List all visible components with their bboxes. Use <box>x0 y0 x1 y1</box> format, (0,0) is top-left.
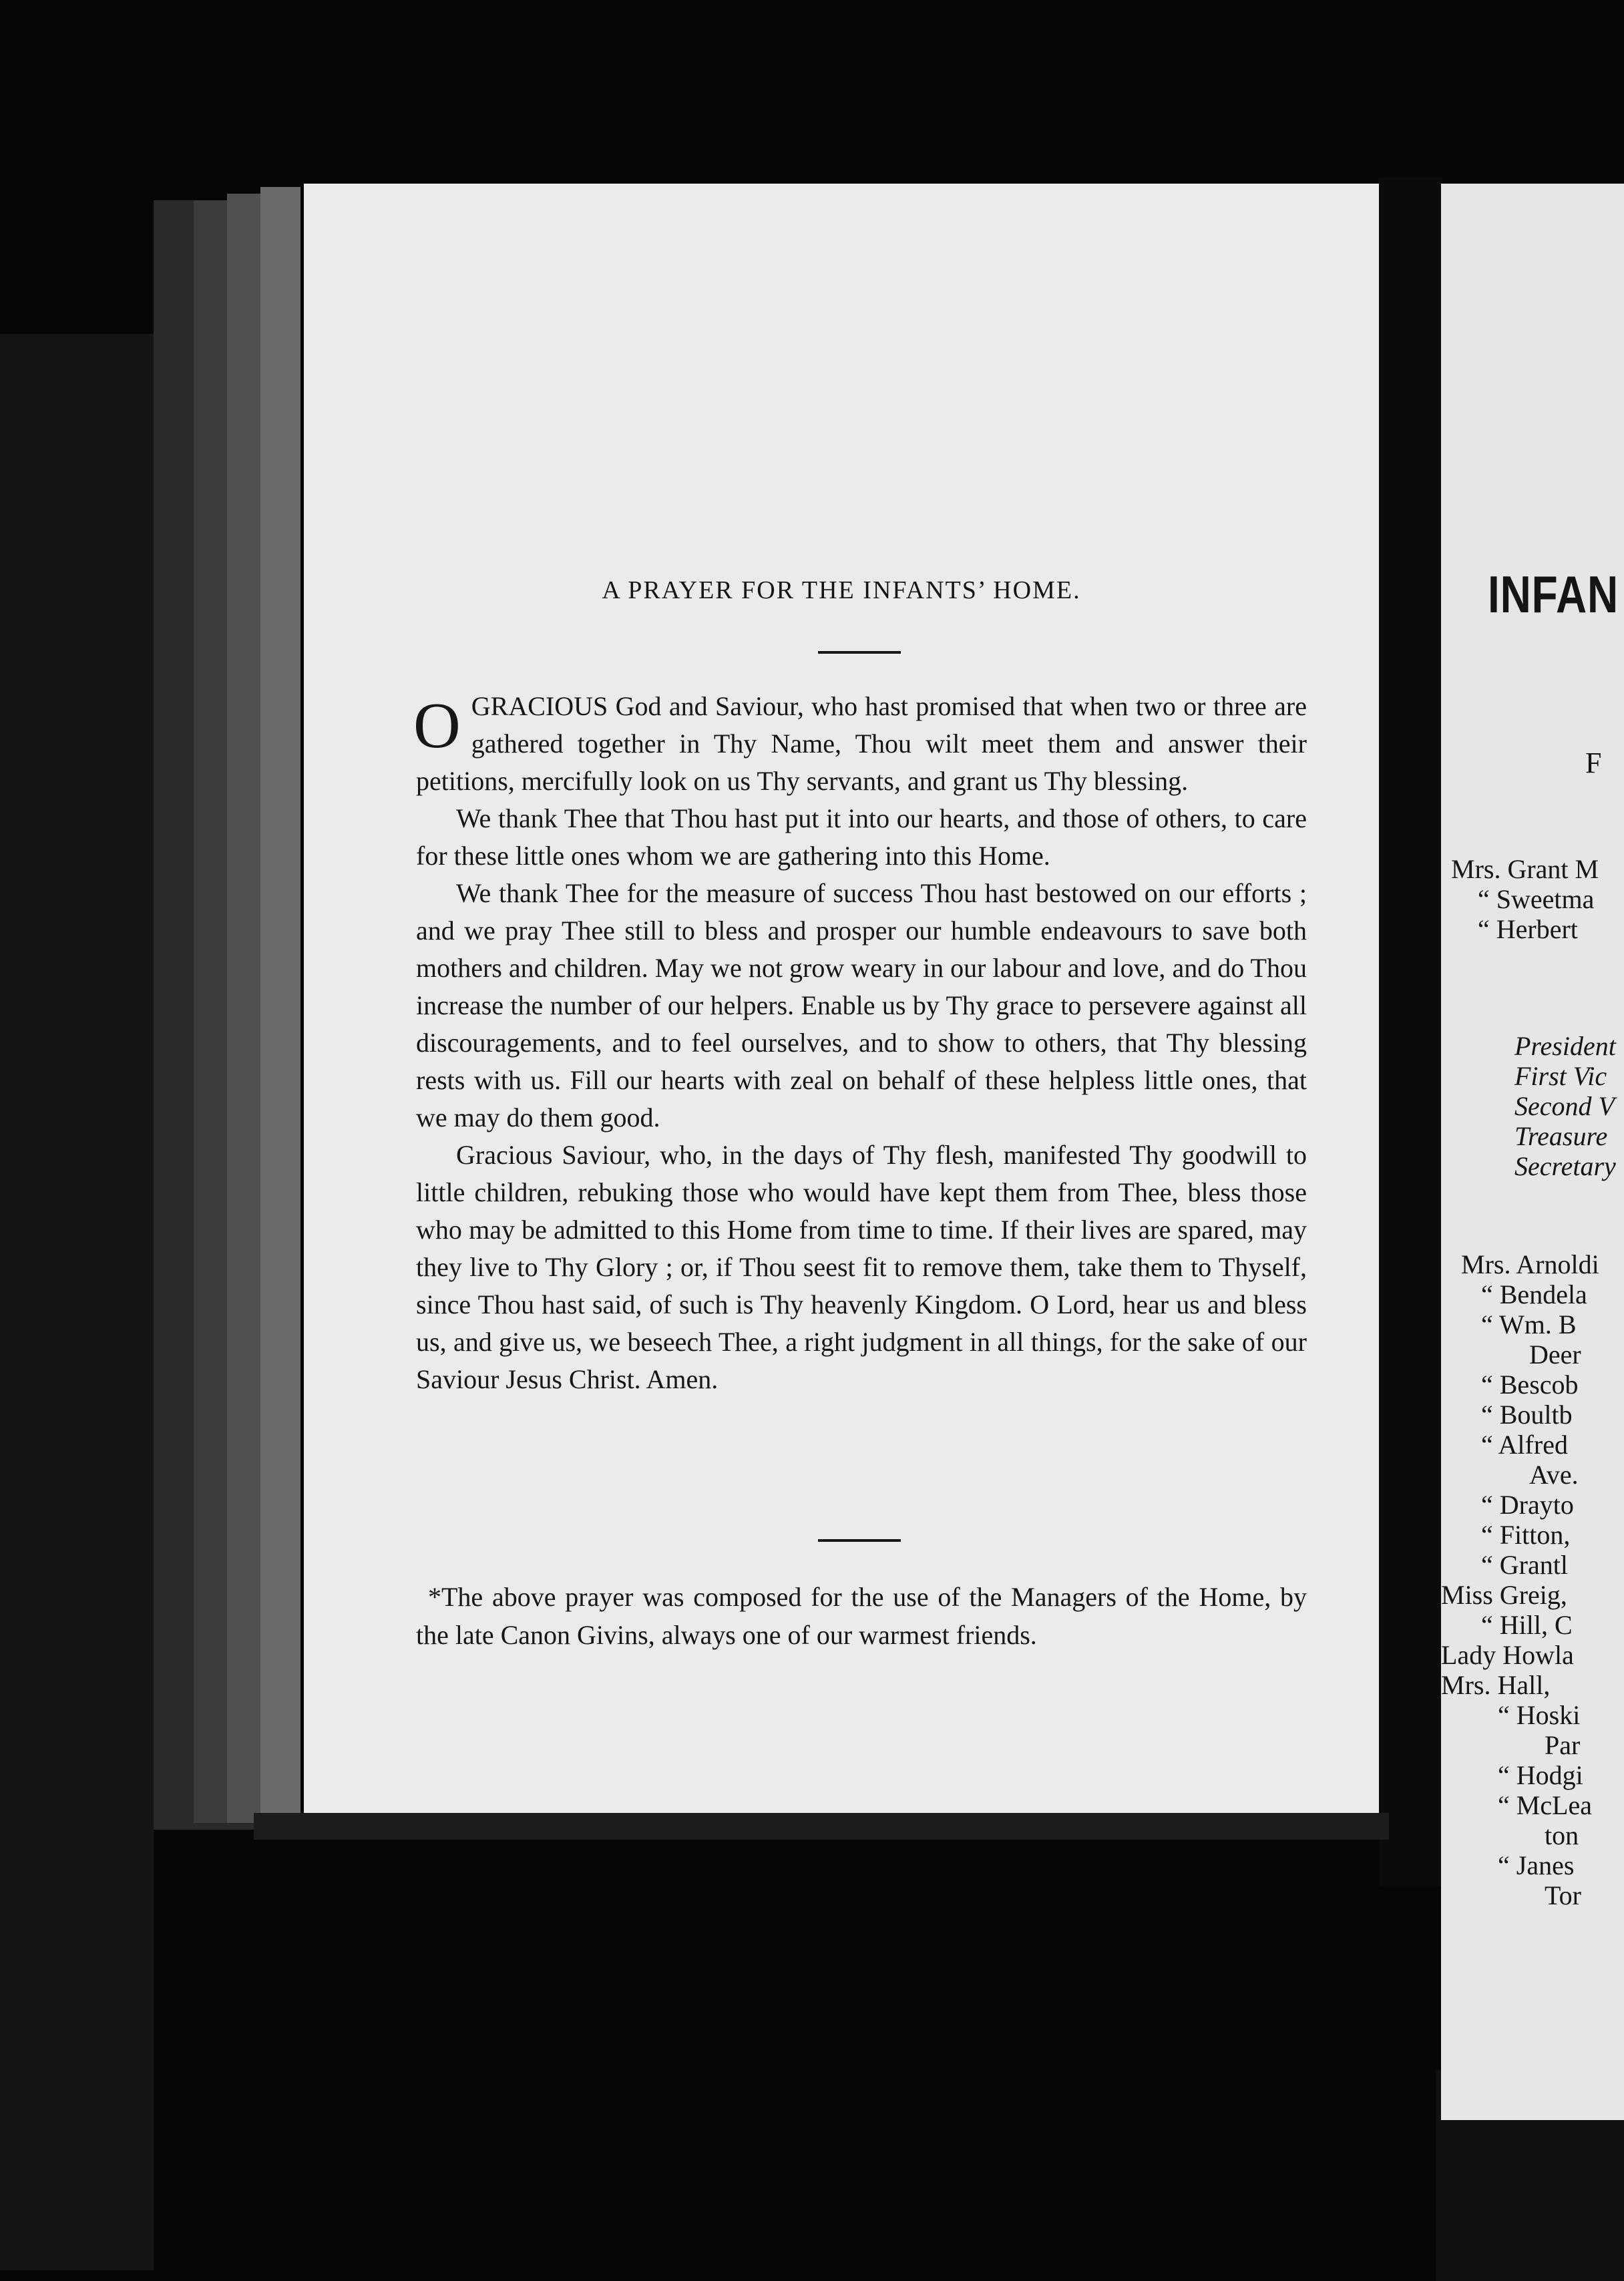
closing-rule <box>818 1539 901 1542</box>
list-item: President <box>1514 1031 1616 1061</box>
list-item: Tor <box>1545 1880 1581 1910</box>
list-item: “ Boultb <box>1481 1400 1573 1430</box>
right-page-title: INFAN <box>1488 565 1619 624</box>
list-item: “ Drayto <box>1481 1490 1574 1520</box>
list-item: “ Wm. B <box>1481 1309 1577 1339</box>
list-item: “ Herbert <box>1478 914 1578 944</box>
list-item: “ Fitton, <box>1481 1520 1571 1550</box>
right-page <box>1441 184 1624 2120</box>
prayer-paragraph-4: Gracious Saviour, who, in the days of Thy flesh, manifested Thy goodwill to little children, rebuking those who would have kept them from Thee, bless those who may be admitted to this Home from time to time. If their lives are spared, may they live to Thy Glory ; or, if Thou seest fit to remove them, take them to Thyself, since Thou hast said, of such is Thy heavenly Kingdom. O Lord, hear us and bless us, and give us, we beseech Thee, a right judgment in all things, for the sake of our Saviour Jesus Christ. Amen. <box>416 1140 1307 1394</box>
list-item: “ Bescob <box>1481 1370 1579 1400</box>
list-item: “ Grantl <box>1481 1550 1568 1580</box>
list-item: Deer <box>1529 1339 1581 1370</box>
list-item: Miss Greig, <box>1441 1580 1567 1610</box>
prayer-paragraph-2: We thank Thee that Thou hast put it into our hearts, and those of others, to care for these little ones whom we are gathering into this Home. <box>416 803 1307 871</box>
right-page-subheading-letter: F <box>1585 747 1602 779</box>
list-item: Mrs. Grant M <box>1451 854 1599 884</box>
list-item: “ McLea <box>1498 1790 1593 1820</box>
list-item: Mrs. Arnoldi <box>1461 1249 1599 1279</box>
list-item: Par <box>1545 1730 1581 1760</box>
list-item: “ Alfred <box>1481 1430 1568 1460</box>
list-item: “ Hill, C <box>1481 1610 1573 1640</box>
list-item: “ Janes <box>1498 1850 1575 1880</box>
footnote-text: *The above prayer was composed for the use of the Managers of the Home, by the late Canon Givins, always one of our warmest friends. <box>416 1582 1307 1650</box>
list-item: Ave. <box>1529 1460 1579 1490</box>
list-item: “ Hodgi <box>1498 1760 1583 1790</box>
list-item: “ Bendela <box>1481 1279 1587 1309</box>
list-item: First Vic <box>1514 1061 1607 1091</box>
prayer-heading: A PRAYER FOR THE INFANTS’ HOME. <box>602 576 1081 604</box>
list-item: Second V <box>1514 1091 1615 1121</box>
list-item: “ Sweetma <box>1478 884 1595 914</box>
footnote <box>416 1578 1307 1654</box>
list-item: Treasure <box>1514 1121 1608 1151</box>
left-page <box>304 184 1379 1813</box>
prayer-body <box>413 688 1307 1398</box>
list-item: ton <box>1545 1820 1579 1850</box>
drop-cap: O <box>413 690 461 762</box>
list-item: “ Hoski <box>1498 1700 1581 1730</box>
list-item: Mrs. Hall, <box>1441 1670 1551 1700</box>
list-item: Lady Howla <box>1441 1640 1574 1670</box>
paragraph-text: GRACIOUS God and Saviour, who hast promised that when two or three are gathered together in Thy Name, Thou wilt meet them and answer their petitions, mercifully look on us Thy servants, and grant us Thy blessing. <box>416 691 1307 796</box>
prayer-paragraph-3: We thank Thee for the measure of success Thou hast bestowed on our efforts ; and we pray Thee still to bless and prosper our humble endeavours to save both mothers and children. May we not grow weary in our labour and love, and do Thou increase the number of our helpers. Enable us by Thy grace to persevere against all discouragements, and to feel ourselves, and to show to others, that Thy blessing rests with us. Fill our hearts with zeal on behalf of these helpless little ones, that we may do them good. <box>416 878 1307 1132</box>
heading-rule <box>818 651 901 654</box>
list-item: Secretary <box>1514 1151 1616 1181</box>
prayer-paragraph-1 <box>413 688 1307 800</box>
